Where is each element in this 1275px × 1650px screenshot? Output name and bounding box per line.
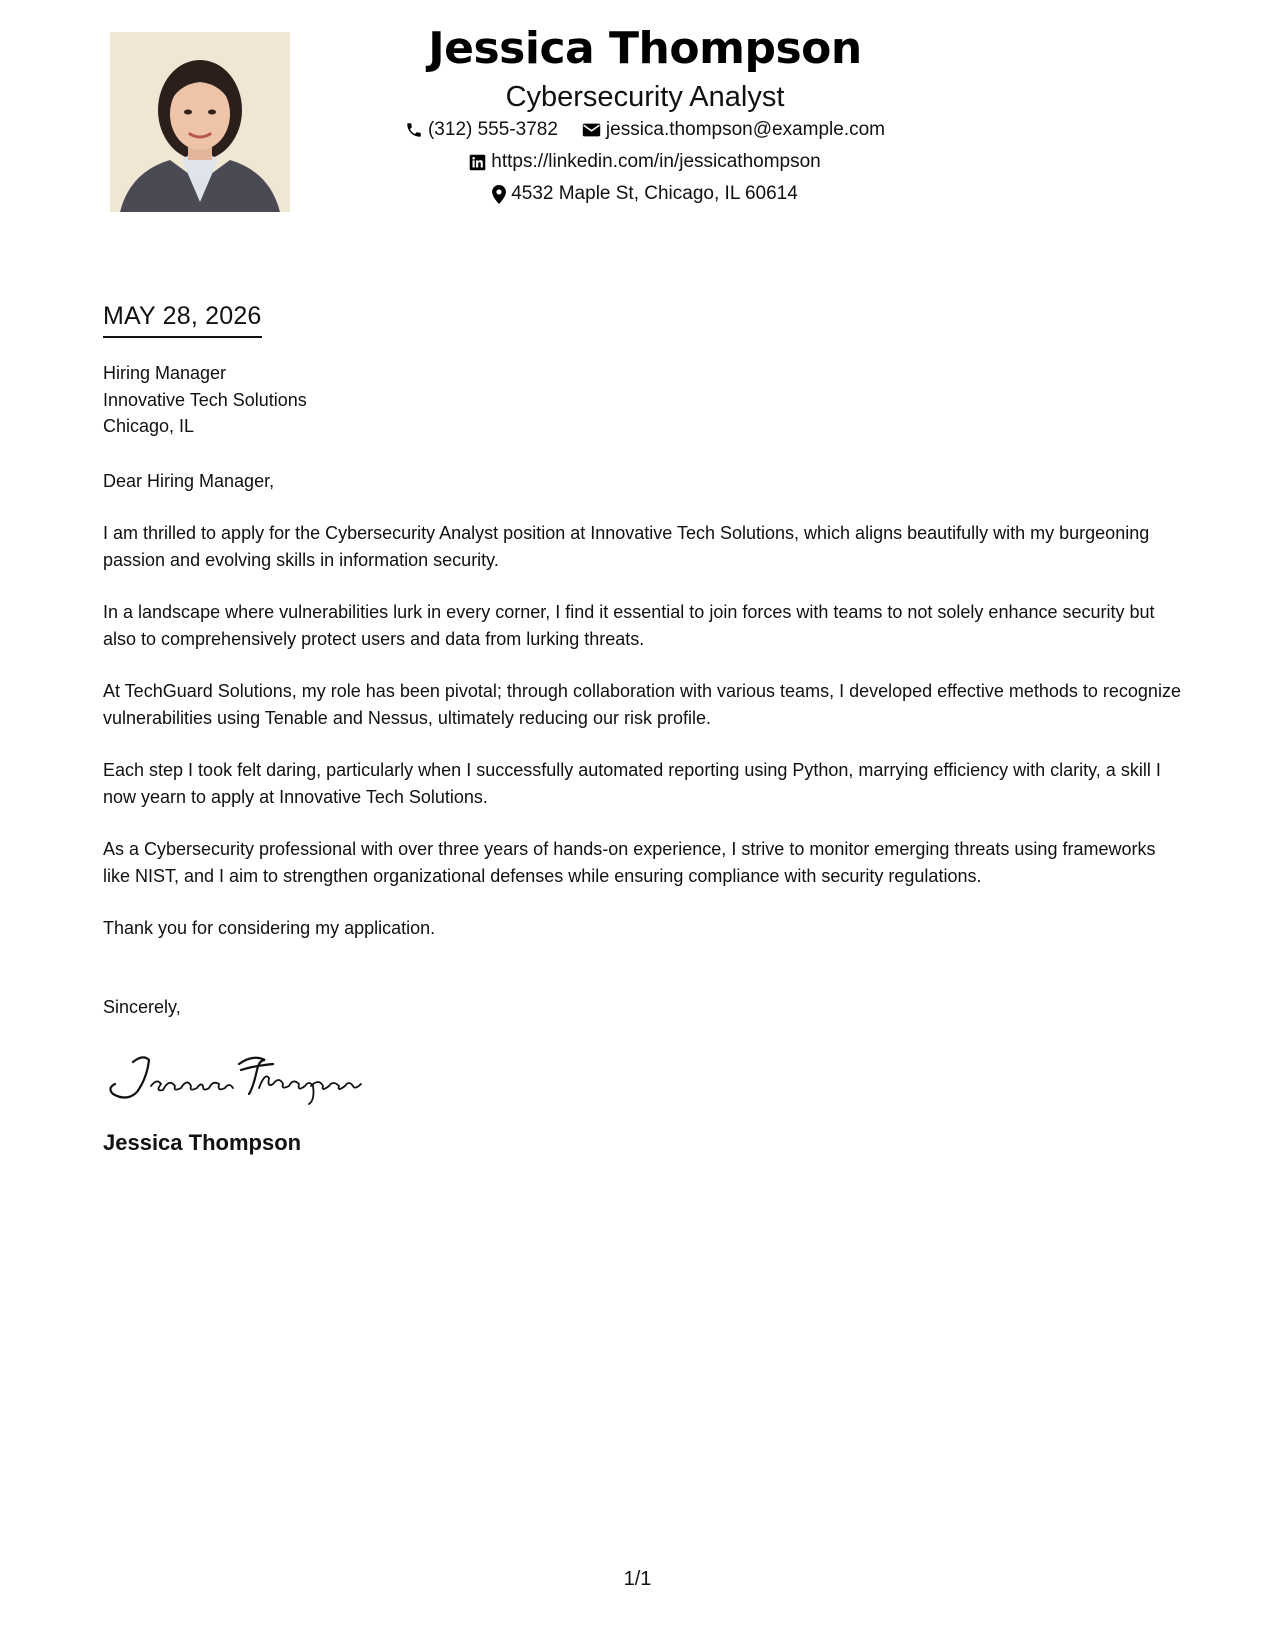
letter-date: MAY 28, 2026 (103, 300, 262, 338)
body-paragraph: As a Cybersecurity professional with over three years of hands-on experience, I strive to monitor emerging threats using frameworks like NIST, and I aim to strengthen organizational defenses while ensuring compliance with security regulations. (103, 839, 1156, 886)
cover-letter-body (103, 300, 1183, 1157)
recipient-line: Chicago, IL (103, 416, 195, 436)
email-address: jessica.thompson@example.com (605, 119, 885, 140)
phone-contact[interactable] (405, 114, 558, 146)
map-pin-icon (492, 185, 506, 204)
handwritten-signature (103, 1048, 1183, 1108)
applicant-title: Cybersecurity Analyst (505, 81, 785, 113)
street-address: 4532 Maple St, Chicago, IL 60614 (511, 183, 798, 204)
signer-name: Jessica Thompson (103, 1130, 302, 1155)
recipient-line: Innovative Tech Solutions (103, 389, 307, 410)
contact-line-linkedin (330, 146, 960, 178)
address-contact (492, 178, 798, 210)
salutation: Dear Hiring Manager, (103, 470, 275, 491)
contact-line-phone-email (330, 114, 960, 146)
linkedin-icon (469, 154, 486, 171)
applicant-name: Jessica Thompson (428, 23, 862, 74)
recipient-line: Hiring Manager (103, 363, 227, 383)
body-paragraph: In a landscape where vulnerabilities lurk in every corner, I find it essential to join forces with teams to not solely enhance security but also to comprehensively protect users and data from lurking threats. (103, 602, 1155, 649)
profile-photo (110, 32, 290, 212)
resume-header (330, 18, 960, 210)
page-number: 1/1 (623, 1568, 652, 1590)
email-contact[interactable] (582, 114, 885, 146)
body-paragraph: I am thrilled to apply for the Cybersecurity Analyst position at Innovative Tech Solutions, which aligns beautifully with my burgeoning passion and evolving skills in information security. (103, 523, 1150, 570)
phone-icon (405, 121, 423, 139)
phone-number: (312) 555-3782 (427, 119, 558, 140)
linkedin-contact[interactable] (469, 146, 821, 178)
envelope-icon (582, 122, 601, 138)
body-paragraph: Each step I took felt daring, particularly when I successfully automated reporting using Python, marrying efficiency with clarity, a skill I now yearn to apply at Innovative Tech Solutions. (103, 760, 1161, 807)
body-paragraph: At TechGuard Solutions, my role has been pivotal; through collaboration with various teams, I developed effective methods to recognize vulnerabilities using Tenable and Nessus, ultimately reducing our risk profile. (103, 681, 1181, 728)
linkedin-url: https://linkedin.com/in/jessicathompson (491, 151, 821, 172)
contact-line-address (330, 178, 960, 210)
closing: Sincerely, (103, 996, 181, 1017)
thank-you-line: Thank you for considering my application. (103, 918, 436, 938)
recipient-block (103, 360, 1183, 440)
